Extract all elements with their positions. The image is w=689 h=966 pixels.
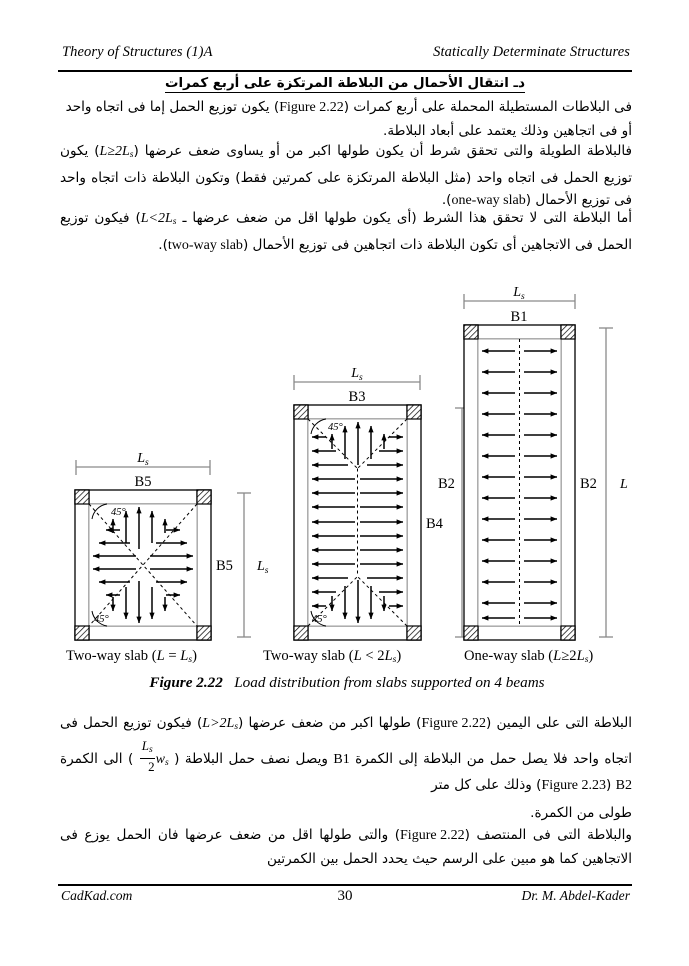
p3-part-a: أما البلاطة التى لا تحقق هذا الشرط (أى يكون طولها اقل من ضعف عرضها ـ [176,210,632,226]
figure-caption [58,674,636,692]
p3-term-twoway: two-way slab [167,237,243,253]
pb1-inequality-main: L>2L [202,716,235,731]
pb1-load-symbol [156,749,169,775]
angle-label-mid-bottom: 45° [312,614,327,625]
p2-part-c: ). [441,192,452,208]
figure-left-beam-right-label: B5 [216,558,233,574]
figure-left-dim-top-label: $L_s$ [137,451,149,468]
figure-2-22-graphic [58,285,638,645]
p1-figure-ref: Figure 2.22 [279,100,344,115]
pb3-part-b: ) والتى طولها اقل من ضعف عرضها فان الحمل يوزع فى الاتجاهين كما هو مبين على الرسم حيث يحدد الحمل بين الكمرتين [60,827,632,867]
figure-middle-beam-top-label: B3 [348,389,366,405]
pb1-inequality [202,713,238,739]
p1-part-a: فى البلاطات المستطيلة المحملة على أربع كمرات ( [343,99,632,115]
figure-middle-two-way-rect [294,366,484,645]
pb1-part-f: ( [606,777,616,793]
paragraph-bottom-1 [60,712,632,798]
figure-right-dim-right-label: L [620,477,628,492]
angle-label-bottom-left: 45° [94,614,109,625]
angle-label-top-left: 45° [111,507,126,518]
section-heading [58,74,632,94]
pb1-fraction-denominator: 2 [148,758,155,774]
figure-right-beam-right-label: B2 [580,476,597,492]
p3-inequality [141,208,177,234]
p3-inequality-main: L<2L [140,211,173,226]
figure-left-two-way-square [75,451,269,645]
footer-site: CadKad.com [61,888,133,903]
p2-inequality-sub: s [129,150,134,160]
header-course-title: Theory of Structures (1)A [62,44,213,60]
page-footer [58,888,632,910]
footer-page-number: 30 [337,888,353,904]
pb1-part-g: ) وذلك على كل متر [431,777,542,793]
pb1-part-a: البلاطة التى على اليمين ( [486,715,633,731]
pb1-frac-num-sub: s [148,744,153,755]
pb1-beam-b2: B2 [615,778,632,793]
figure-right-beam-left-label: B2 [438,476,455,492]
figure-middle-beam-right-label: B4 [426,516,443,532]
figure-right-dim-top-label: $L_s$ [513,285,525,302]
p3-part-b: ) فيكون توزيع الحمل فى الاتجاهين أى تكون البلاطة ذات اتجاهين فى توزيع الأحمال ( [60,210,632,253]
p3-part-c: ). [158,236,168,253]
pb1-load-w: w [155,751,165,767]
pb1-part-c: ) فيكون توزيع الحمل فى اتجاه واحد فلا يصل حمل من البلاطة إلى الكمرة [60,715,632,767]
figure-right-beam-top-label: B1 [510,309,528,325]
section-heading-text: دـ انتقال الأحمال من البلاطة المرتكزة على أربع كمرات [164,76,526,91]
caption-two-way-square: Two-way slab $(L = L_s)$ [66,648,197,665]
caption-two-way-rect: Two-way slab $(L < 2L_s)$ [263,648,402,665]
pb1-fraction-numerator [140,739,155,759]
pb1-inequality-sub: s [234,722,239,732]
pb1-frac-num-L: L [141,737,149,753]
pb1-fraction-ls-over-2 [140,739,155,773]
pb1-part-b: ) طولها اكبر من ضعف عرضها ( [238,715,422,731]
pb1-part-d: ويصل نصف حمل البلاطة ( [168,750,334,767]
footer-author: Dr. M. Abdel-Kader [521,888,630,903]
paragraph-bottom-2: طولى من الكمرة. [530,805,632,821]
p2-part-b: ) يكون توزيع الحمل فى اتجاه واحد (مثل البلاطة المرتكزة على كمرتين فقط) وتكون البلاطة ذات اتجاه واحد فى توزيع الأحمال ( [60,143,632,208]
footer-rule [58,884,632,886]
paragraph-1 [60,96,632,142]
caption-one-way: One-way slab $(L\ge 2L_s)$ [464,648,594,665]
pb3-part-a: والبلاطة التى فى المنتصف ( [464,827,632,843]
figure-caption-number: Figure 2.22 [149,674,223,691]
paragraph-bottom-3 [60,824,632,870]
pb1-load-w-sub: s [165,757,169,768]
p2-inequality [100,141,134,167]
page-header [58,44,632,72]
p3-inequality-sub: s [172,217,177,227]
pb1-part-e: ) الى الكمرة [60,750,139,767]
p2-inequality-main: L≥2L [99,144,130,159]
pb1-figure-ref-2: Figure 2.23 [541,778,607,793]
paragraph-2 [60,140,632,213]
paragraph-3 [60,207,632,257]
pb3-figure-ref: Figure 2.22 [400,828,465,843]
p2-part-a: فالبلاطة الطويلة والتى تحقق شرط أن يكون طولها اكبر من أو يساوى ضعف عرضها ( [133,143,632,159]
pb1-beam-b1: B1 [333,751,350,767]
figure-caption-text: Load distribution from slabs supported on 4 beams [234,674,545,691]
pb1-figure-ref: Figure 2.22 [421,716,487,731]
figure-middle-dim-top-label: $L_s$ [351,366,363,383]
figure-right-one-way [438,285,628,645]
p2-term-oneway: one-way slab [451,193,526,208]
header-chapter-title: Statically Determinate Structures [433,44,630,60]
p1-part-b: ) يكون توزيع الحمل إما فى اتجاه واحد أو فى اتجاهين وذلك يعتمد على أبعاد البلاطة. [65,99,632,139]
figure-left-dim-right-label: $L_s$ [257,559,269,576]
figure-subcaptions [58,648,636,668]
figure-left-beam-top-label: B5 [134,474,152,490]
angle-label-mid-top: 45° [328,422,343,433]
